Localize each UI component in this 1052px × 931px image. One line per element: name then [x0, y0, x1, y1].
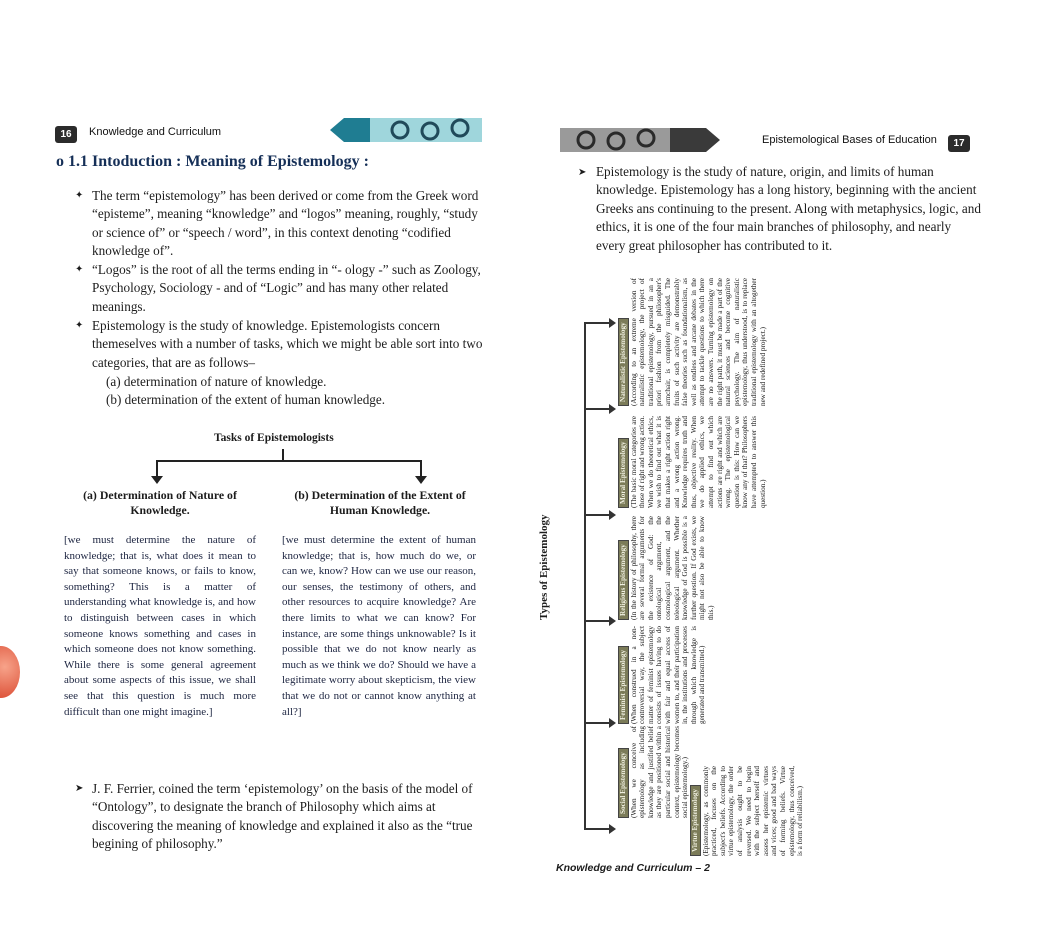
col-a-body: [we must determine the nature of knowledge; that is, what does it mean to say that someone knows, or fails to know, something? This is a matter of understanding what knowledge is, and how to distinguish between cases in which someone knows something and cases in which someone does not know something. While there is some general agreement about some aspects of this issue, we shall see that this question is much more difficult than one might imagine.] [64, 534, 256, 718]
arrow-down-icon [415, 476, 427, 484]
type-virtue: Virtue Epistemology (Epistemology, as commonly practiced, focuses on the subject's beliefs. According to virtue epistemology, the order of analysis ought to be reversed. We need to begin with the subject herself and assess her epistemic virtues and vices; good and bad ways of forming beliefs. Virtue epistemology, thus conceived, is a form of reliabilism.) [691, 766, 805, 856]
subitem-a: (a) determination of nature of knowledge. [106, 374, 327, 389]
arrow-bullet-icon: ➤ [75, 783, 84, 794]
right-page-number: 17 [948, 135, 970, 152]
type-religious: Religious Epistemology (In the history of philosophy, there are several formal arguments for the existence of God: the ontological argument, the cosmological argument, and the teleological argument. Whether knowledge of God is possible is a further question. If God exists, we might not also be able to know this.) [619, 516, 715, 620]
ferrier-paragraph: ➤ J. F. Ferrier, coined the term ‘epistemology’ on the basis of the model of “Ontology”, to designate the branch of Philosophy which aims at discovering the meaning of knowledge and explained it also as the “true begining of philosophy.” [75, 781, 473, 852]
diamond-bullet-icon: ✦ [75, 190, 84, 201]
bullet-2: ✦ “Logos” is the root of all the terms ending in “- ology -” such as Zoology, Psychology, Sociology - and of “Logic” and has many other related meanings. [75, 262, 481, 314]
right-running-head: Epistemological Bases of Education [762, 134, 937, 146]
left-page-number: 16 [55, 126, 77, 143]
tree-bar [156, 460, 422, 462]
tasks-title: Tasks of Epistemologists [214, 432, 334, 444]
col-b-heading: (b) Determination of the Extent of Human Knowledge. [294, 488, 466, 517]
arm-naturalistic [584, 322, 610, 324]
left-page [0, 0, 520, 931]
arm-social [584, 722, 610, 724]
diamond-bullet-icon: ✦ [75, 264, 84, 275]
bullet-1: ✦ The term “epistemology” has been derived or come from the Greek word “episteme”, meaning “knowledge” and “logos” meaning, roughly, “study or science of” or “speech / word”, in this context denoting “codified knowledge of”. [75, 188, 479, 259]
types-spine [584, 322, 586, 830]
type-social: Social Epistemology (When we conceive of epistemology as including knowledge and justified belief as they are positioned within a particular social and historical context, epistemology becomes social epistemology.) [619, 726, 690, 818]
type-moral: Moral Epistemology (The basic moral categories are those of right and wrong action. When we do theoretical ethics, we wish to find out what it is that makes a right action right and a wrong action wrong. Knowledge requires truth and thus, objective reality. When we do applied ethics, we attempt to find out which actions are right and which are wrong. The epistemological question is this: How can we know any of that? Philosophers have attempted to answer this question.) [619, 416, 767, 508]
header-ornament [330, 118, 482, 142]
orange-blob [0, 646, 20, 698]
types-label: Types of Epistemology [538, 514, 550, 620]
type-naturalistic: Naturalistic Epistemology (According to an extreme version of naturalistic epistemology, the project of traditional epistemology, pursued in an a priori fashion from the philosopher's armchair, is completely misguided. The fruits of such activity are demonstrably false theories such as foundationalism, as well as endless and arcane debates in the attempt to tackle questions to which there are no answers. Turning epistemology on the right path, it must be made a part of the natural sciences and become cognitive psychology. The aim of naturalistic epistemology, thus understood, is to replace traditional epistemology with an altogether new and redefined project.) [619, 278, 767, 406]
header-ornament [560, 128, 720, 152]
arm-feminist [584, 620, 610, 622]
subitem-b: (b) determination of the extent of human knowledge. [106, 392, 386, 407]
col-a-heading: (a) Determination of Nature of Knowledge. [83, 488, 237, 517]
arm-virtue [584, 828, 610, 830]
arrow-down-icon [151, 476, 163, 484]
diamond-bullet-icon: ✦ [75, 320, 84, 331]
arm-religious [584, 514, 610, 516]
col-b-body: [we must determine the extent of human knowledge; that is, how much do we, or can we, know? How can we use our reason, our senses, the testimony of others, and other resources to acquire knowledge? Are there limits to what we can know? For instance, are some things unknowable? Is it possible that we do not know nearly as much as we think we do? Should we have a legitimate worry about skepticism, the view that we do not or cannot know anything at all?] [282, 534, 476, 718]
type-feminist: Feminist Epistemology (When construed in a non-controversial way, the subject matter of feminist epistemology consists of issues having to do with fair and equal access of women to, and their participation in, the institutions and processes through which knowledge is generated and transmitted.) [619, 626, 707, 724]
arrow-bullet-icon: ➤ [578, 167, 587, 178]
footer: Knowledge and Curriculum – 2 [556, 862, 711, 874]
left-running-head: Knowledge and Curriculum [89, 126, 222, 138]
right-page [520, 0, 1052, 931]
bullet-3: ✦ Epistemology is the study of knowledge. Epistemologists concern themeselves with a number of tasks, which we might be able sort into two categories, that are as follows– [75, 318, 483, 370]
arm-moral [584, 408, 610, 410]
section-title: o 1.1 Intoduction : Meaning of Epistemology : [56, 153, 369, 170]
right-intro: ➤ Epistemology is the study of nature, origin, and limits of human knowledge. Epistemology has a long history, beginning with the ancient Greeks ans continuing to the present. Along with metaphysics, logic, and ethics, it is one of the four main branches of philosophy, and nearly every great philosopher has contributed to it. [578, 164, 981, 253]
